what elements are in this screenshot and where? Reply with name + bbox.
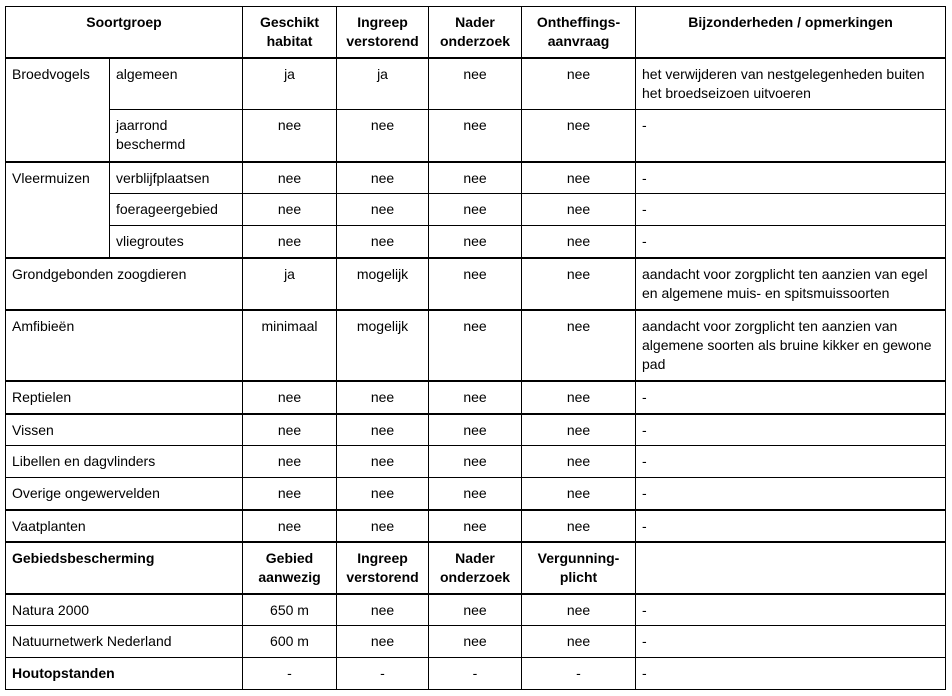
cell-opmerking: - [636,194,946,226]
cell-onderzoek: nee [429,110,522,162]
cell-habitat: nee [243,381,337,414]
cell-onderzoek: nee [429,414,522,446]
cell-ingreep: - [337,658,429,690]
cell-ontheffing: nee [522,381,636,414]
cell-habitat: nee [243,510,337,542]
table-row [6,310,946,381]
cell-ingreep: mogelijk [337,258,429,310]
cell-opmerking: het verwijderen van nestgelegenheden buiten het broedseizoen uitvoeren [636,58,946,110]
cell-ingreep: nee [337,162,429,194]
group-vaatplanten: Vaatplanten [6,510,243,542]
header-ontheffingsaanvraag: Ontheffings-aanvraag [522,7,636,58]
cell-vergunning: nee [522,626,636,658]
cell-opmerking: - [636,446,946,478]
cell-habitat: ja [243,258,337,310]
group-libellen: Libellen en dagvlinders [6,446,243,478]
group-broedvogels: Broedvogels [6,58,110,162]
cell-habitat: nee [243,446,337,478]
table-row [6,414,946,446]
cell-habitat: nee [243,110,337,162]
cell-onderzoek: nee [429,58,522,110]
cell-habitat: nee [243,414,337,446]
cell-ontheffing: nee [522,414,636,446]
sub-verblijfplaatsen: verblijfplaatsen [110,162,243,194]
header-empty [636,542,946,594]
area-header-row [6,542,946,594]
table-row [6,194,946,226]
cell-ingreep: nee [337,194,429,226]
cell-vergunning: nee [522,594,636,626]
header-gebied-aanwezig: Gebied aanwezig [243,542,337,594]
cell-habitat: nee [243,478,337,510]
cell-opmerking: aandacht voor zorgplicht ten aanzien van algemene soorten als bruine kikker en gewone pad [636,310,946,381]
cell-ingreep: mogelijk [337,310,429,381]
cell-ontheffing: nee [522,478,636,510]
cell-onderzoek: nee [429,226,522,258]
cell-ingreep: nee [337,594,429,626]
header-soortgroep: Soortgroep [6,7,243,58]
group-reptielen: Reptielen [6,381,243,414]
cell-opmerking: - [636,658,946,690]
header-nader-onderzoek-2: Nader onderzoek [429,542,522,594]
cell-opmerking: - [636,414,946,446]
cell-opmerking: - [636,162,946,194]
header-ingreep-verstorend-2: Ingreep verstorend [337,542,429,594]
group-vissen: Vissen [6,414,243,446]
table-row [6,510,946,542]
cell-ontheffing: nee [522,194,636,226]
area-natuurnetwerk: Natuurnetwerk Nederland [6,626,243,658]
soortgroep-table [5,6,946,690]
cell-onderzoek: nee [429,381,522,414]
table-row [6,658,946,690]
cell-ontheffing: nee [522,110,636,162]
cell-habitat: minimaal [243,310,337,381]
cell-ingreep: nee [337,446,429,478]
cell-ingreep: nee [337,510,429,542]
cell-habitat: ja [243,58,337,110]
group-overige: Overige ongewervelden [6,478,243,510]
header-row [6,7,946,58]
table-row [6,226,946,258]
cell-onderzoek: nee [429,510,522,542]
cell-vergunning: - [522,658,636,690]
cell-ingreep: nee [337,626,429,658]
cell-opmerking: - [636,594,946,626]
table-row [6,594,946,626]
cell-habitat: nee [243,162,337,194]
group-amfibieen: Amfibieën [6,310,243,381]
header-gebiedsbescherming: Gebiedsbescherming [6,542,243,594]
cell-habitat: nee [243,194,337,226]
cell-ingreep: nee [337,226,429,258]
cell-ontheffing: nee [522,226,636,258]
cell-onderzoek: nee [429,310,522,381]
header-geschikt-habitat: Geschikt habitat [243,7,337,58]
cell-opmerking: - [636,510,946,542]
cell-onderzoek: nee [429,194,522,226]
cell-onderzoek: nee [429,258,522,310]
cell-ontheffing: nee [522,446,636,478]
cell-ingreep: nee [337,381,429,414]
table-row [6,626,946,658]
cell-onderzoek: nee [429,594,522,626]
cell-onderzoek: - [429,658,522,690]
table-row [6,162,946,194]
header-vergunningplicht: Vergunning-plicht [522,542,636,594]
table-row [6,58,946,110]
cell-ontheffing: nee [522,510,636,542]
table-row [6,258,946,310]
area-houtopstanden [6,658,243,690]
table-row [6,446,946,478]
cell-afstand: 650 m [243,594,337,626]
sub-jaarrond: jaarrond beschermd [110,110,243,162]
cell-ontheffing: nee [522,162,636,194]
sub-foerageergebied: foerageergebied [110,194,243,226]
header-bijzonderheden: Bijzonderheden / opmerkingen [636,7,946,58]
cell-ontheffing: nee [522,58,636,110]
cell-onderzoek: nee [429,626,522,658]
cell-opmerking: - [636,626,946,658]
table-row [6,110,946,162]
cell-opmerking: - [636,381,946,414]
cell-opmerking: - [636,110,946,162]
area-houtopstanden-label: Houtopstanden [12,665,115,681]
cell-opmerking: - [636,478,946,510]
header-ingreep-verstorend: Ingreep verstorend [337,7,429,58]
table-row [6,381,946,414]
sub-algemeen: algemeen [110,58,243,110]
cell-onderzoek: nee [429,446,522,478]
table-row [6,478,946,510]
cell-onderzoek: nee [429,162,522,194]
group-grondgebonden: Grondgebonden zoogdieren [6,258,243,310]
cell-habitat: nee [243,226,337,258]
area-natura-2000: Natura 2000 [6,594,243,626]
cell-ontheffing: nee [522,310,636,381]
header-nader-onderzoek: Nader onderzoek [429,7,522,58]
cell-ingreep: nee [337,110,429,162]
group-vleermuizen: Vleermuizen [6,162,110,258]
cell-onderzoek: nee [429,478,522,510]
cell-ontheffing: nee [522,258,636,310]
sub-vliegroutes: vliegroutes [110,226,243,258]
cell-ingreep: nee [337,478,429,510]
cell-ingreep: ja [337,58,429,110]
cell-ingreep: nee [337,414,429,446]
cell-opmerking: aandacht voor zorgplicht ten aanzien van egel en algemene muis- en spitsmuissoorten [636,258,946,310]
cell-opmerking: - [636,226,946,258]
cell-afstand: 600 m [243,626,337,658]
cell-afstand: - [243,658,337,690]
